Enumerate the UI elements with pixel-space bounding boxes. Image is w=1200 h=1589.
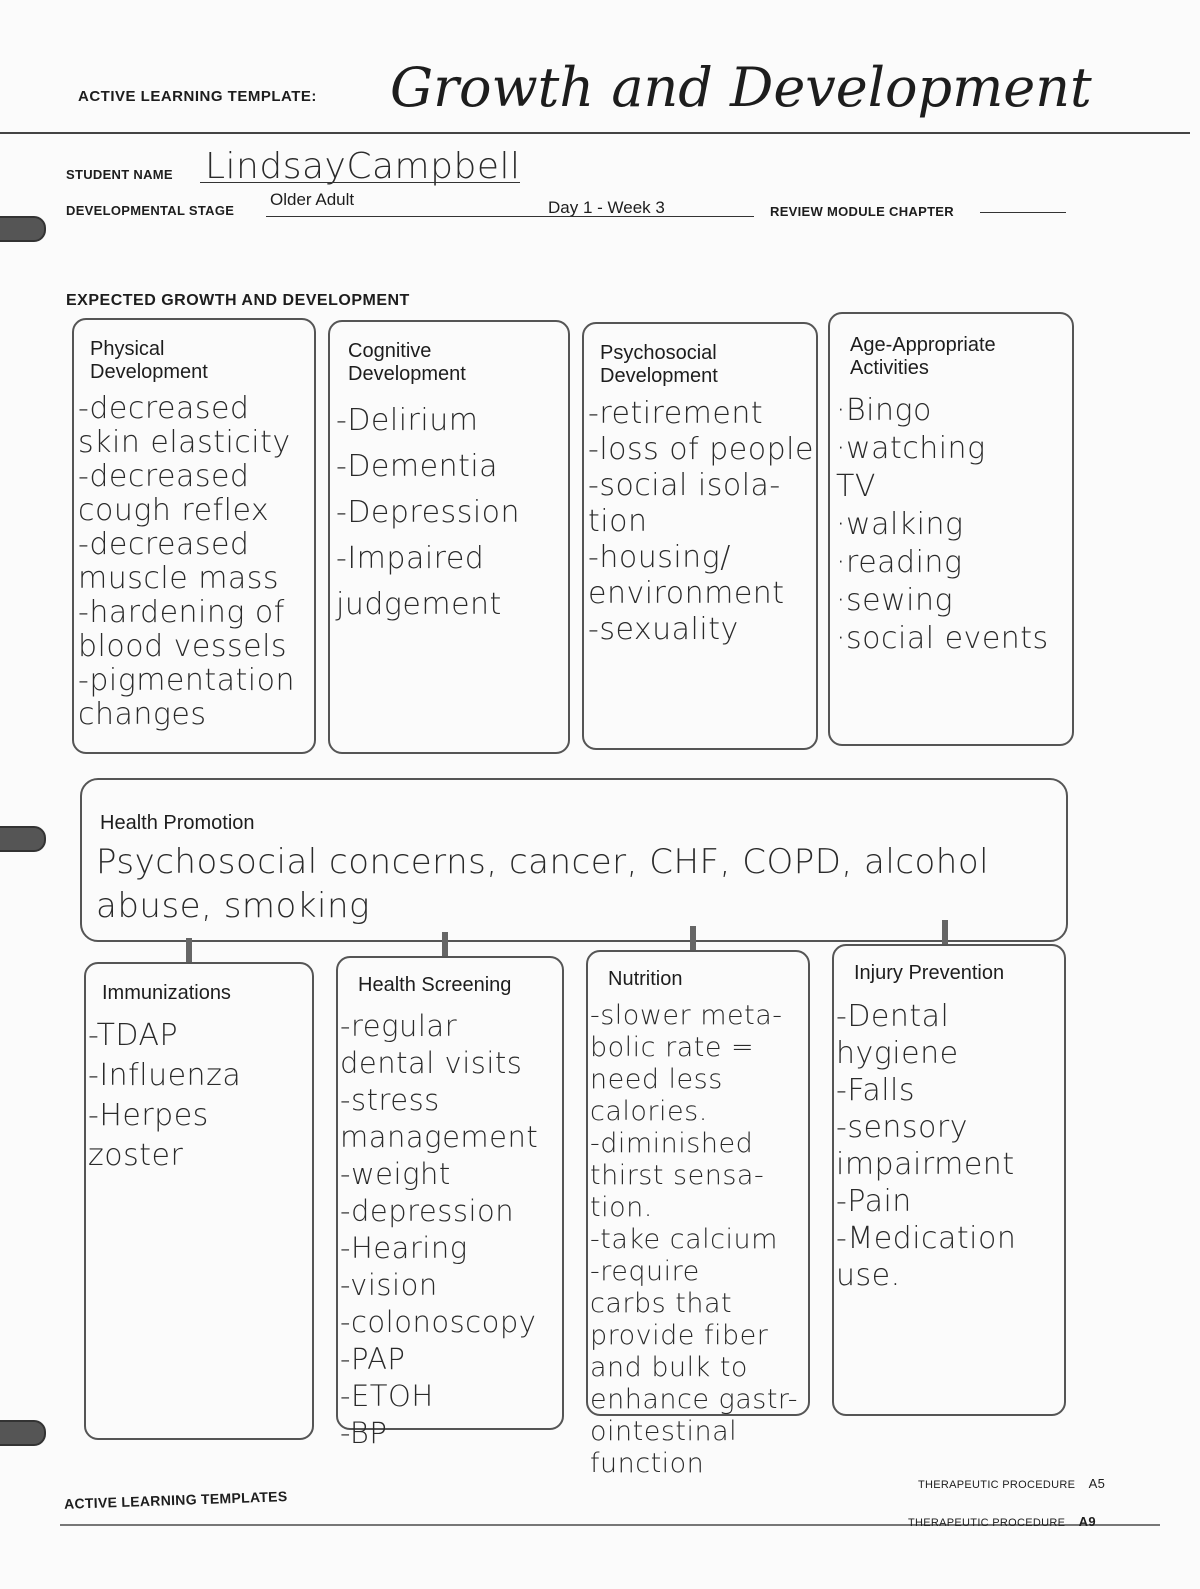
section-title: EXPECTED GROWTH AND DEVELOPMENT (66, 292, 410, 309)
student-name-value: LindsayCampbell (205, 146, 521, 187)
review-module-chapter-label: REVIEW MODULE CHAPTER (770, 204, 954, 219)
nutrition-title: Nutrition (608, 968, 683, 990)
immunizations-title: Immunizations (102, 982, 231, 1004)
connector-health-screening (442, 932, 448, 956)
binder-ring-top (0, 216, 46, 242)
connector-immunizations (186, 938, 192, 964)
nutrition-entries: -slower meta- bolic rate = need less calories. -diminished thirst sensa- tion. -take calcium -require carbs that provide fiber and bulk to enhance gastr- ointestinal function (590, 1000, 799, 1479)
developmental-stage-label: DEVELOPMENTAL STAGE (66, 203, 235, 218)
footer-right-bottom-page: A9 (1078, 1514, 1096, 1529)
health-promotion-text: Psychosocial concerns, cancer, CHF, COPD, alcohol abuse, smoking (96, 842, 990, 926)
physical-development-entries: -decreased skin elasticity -decreased cough reflex -decreased muscle mass -hardening of blood vessels -pigmentation changes (78, 391, 296, 732)
footer-right-top-label: THERAPEUTIC PROCEDURE (918, 1479, 1076, 1491)
binder-ring-bottom (0, 1420, 46, 1446)
immunizations-entries: -TDAP -Influenza -Herpes zoster (88, 1018, 242, 1173)
developmental-stage-value: Older Adult (270, 190, 355, 209)
health-screening-entries: -regular dental visits -stress management -weight -depression -Hearing -vision -colonoscopy -PAP -ETOH -BP (340, 1009, 539, 1450)
age-appropriate-activities-entries: ·Bingo ·watching TV ·walking ·reading ·sewing ·social events (836, 393, 1049, 656)
binder-ring-middle (0, 826, 46, 852)
injury-prevention-title: Injury Prevention (854, 962, 1005, 984)
cognitive-development-entries: -Delirium -Dementia -Depression -Impaired judgement (336, 403, 521, 622)
psychosocial-development-title: Psychosocial Development (600, 342, 718, 387)
injury-prevention-entries: -Dental hygiene -Falls -sensory impairment -Pain -Medication use. (836, 999, 1017, 1293)
template-label: ACTIVE LEARNING TEMPLATE: (78, 88, 317, 105)
page-title: Growth and Development (390, 56, 1092, 119)
age-appropriate-activities-title: Age-Appropriate Activities (850, 334, 996, 379)
footer-right-bottom-label: THERAPEUTIC PROCEDURE (908, 1517, 1066, 1529)
day-week-value: Day 1 - Week 3 (548, 198, 665, 217)
review-module-chapter-line (980, 212, 1066, 213)
header-rule (0, 132, 1190, 134)
health-promotion-title: Health Promotion (100, 812, 255, 834)
student-name-label: STUDENT NAME (66, 167, 173, 182)
psychosocial-development-entries: -retirement -loss of people -social isola- tion -housing/ environment -sexuality (588, 396, 814, 647)
physical-development-title: Physical Development (90, 338, 208, 383)
developmental-stage-line (266, 216, 754, 217)
footer-left-label: ACTIVE LEARNING TEMPLATES (63, 1488, 288, 1512)
footer-right-top-page: A5 (1088, 1476, 1106, 1491)
footer-right-top (918, 1476, 1105, 1491)
connector-injury-prevention (942, 920, 948, 944)
health-screening-title: Health Screening (358, 974, 512, 996)
student-name-line (200, 182, 520, 183)
cognitive-development-title: Cognitive Development (348, 340, 466, 385)
footer-right-bottom (908, 1514, 1096, 1529)
connector-nutrition (690, 926, 696, 950)
